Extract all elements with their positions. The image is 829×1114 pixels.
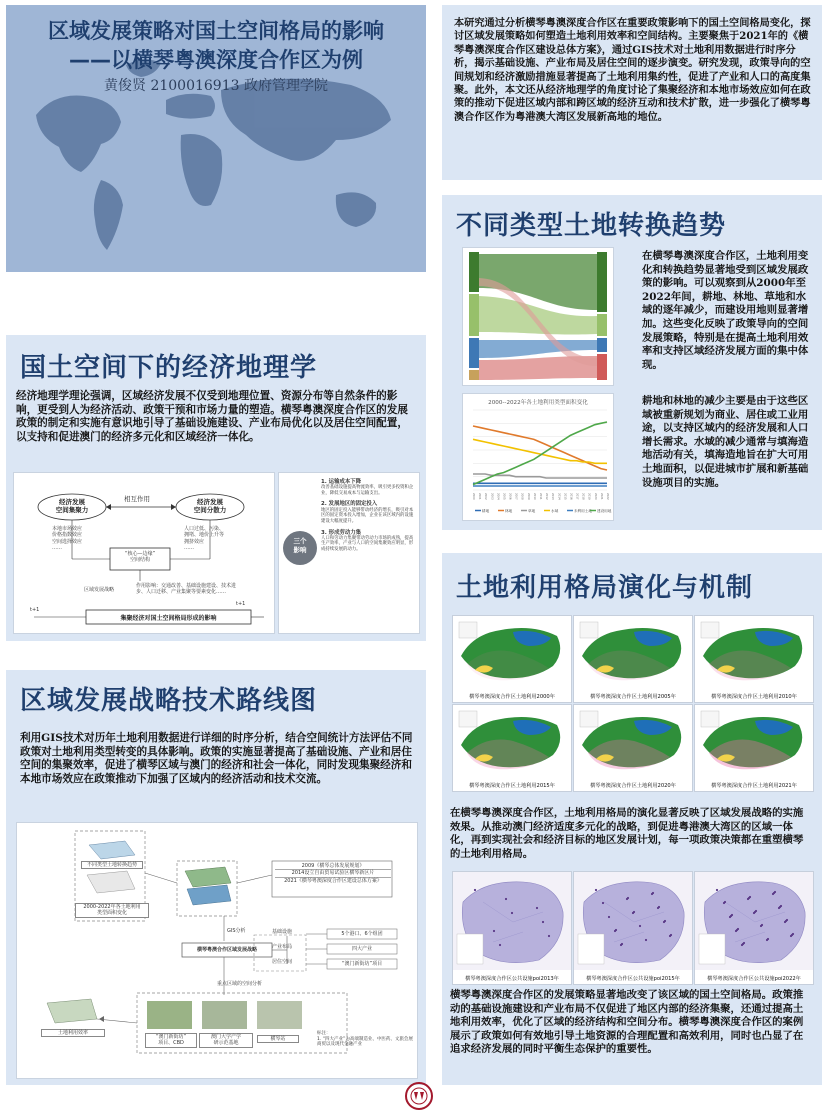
land-use-map-svg <box>574 616 692 688</box>
x-tick-label: 2008 <box>520 493 524 500</box>
legend-label: 草地 <box>528 509 536 513</box>
hengqin-station-label: 横琴站 <box>257 1035 299 1043</box>
land-use-map <box>573 615 693 703</box>
university-seal-icon <box>405 1082 433 1110</box>
route-heading: 区域发展战略技术路线图 <box>20 686 318 716</box>
trend-heading: 不同类型土地转换趋势 <box>456 211 727 241</box>
land-use-map-svg <box>574 705 692 777</box>
x-tick-label: 2011 <box>539 493 542 500</box>
poi-map <box>694 871 814 985</box>
map-caption: 横琴粤澳深度合作区公共设施poi2015年 <box>586 976 680 982</box>
influence-title: 2. 发展地区的固定投入 <box>321 501 378 508</box>
policy-list <box>275 863 391 884</box>
list-item: 产业布局 <box>271 944 292 950</box>
list-item: “澳门新街坊”项目 <box>341 961 383 967</box>
x-tick-label: 2007 <box>514 493 518 500</box>
mutual-label: 相互作用 <box>124 495 150 503</box>
poi-map <box>452 871 572 985</box>
list-item: 拥堵、地价上升等 <box>184 532 225 539</box>
list-item: 价格指数效应 <box>52 532 83 539</box>
series-line-3 <box>473 439 607 463</box>
land-trend-panel <box>442 195 822 530</box>
hub-label: 横琴粤澳合作区域发展战略 <box>196 947 257 953</box>
poi-map <box>573 871 693 985</box>
chart-title: 2000--2022年各土地利用类型面积变化 <box>488 400 588 406</box>
legend-label: 水域 <box>551 509 559 513</box>
list-item: 2014设立自由贸易试验区横琴新区片 <box>275 870 391 877</box>
x-tick-label: 2015 <box>563 493 567 500</box>
agglomeration-box-label: 集聚经济对国土空间格局形成的影响 <box>120 615 217 622</box>
tech-route-flowchart <box>16 822 418 1079</box>
list-item: 5个港口、6个组团 <box>341 931 383 937</box>
list-item: 本地市场效应 <box>52 526 83 532</box>
agglomeration-diagram <box>13 472 275 634</box>
map-caption: 横琴粤澳深度合作区土地利用2010年 <box>711 694 797 700</box>
sankey-svg <box>463 248 613 385</box>
list-item: 拥挤效应 <box>184 538 205 545</box>
map-caption: 横琴粤澳深度合作区土地利用2015年 <box>469 783 555 789</box>
efficiency-label: 土地利用效率 <box>41 1029 105 1037</box>
pattern-heading: 土地利用格局演化与机制 <box>456 573 754 603</box>
strategy-label: 区域发展战略 <box>84 587 115 593</box>
x-tick-label: 2022 <box>606 493 609 500</box>
right-node-label: 经济发展 空间分散力 <box>193 498 227 514</box>
influence-text: 人口和劳动力集聚带动劳动力市场的成熟，提高生产效率，产业与人口的空间集聚效应明显，形成持续发展的动力。 <box>321 535 414 553</box>
influence-text: 改善基础设施提高物流效率，吸引更多投资和企业，降低交易成本与运输支出。 <box>321 485 414 496</box>
poi-map-svg <box>695 872 813 970</box>
x-tick-label: 2019 <box>587 493 591 500</box>
influence-center-label: 三个 影响 <box>293 537 307 554</box>
list-item: …… <box>52 544 62 551</box>
land-use-map-svg <box>453 616 571 688</box>
x-tick-label: 2010 <box>532 493 536 500</box>
map-caption: 横琴粤澳深度合作区公共设施poi2022年 <box>707 976 801 982</box>
header-panel <box>6 5 426 272</box>
gis-label: GIS分析 <box>227 928 246 934</box>
x-tick-label: 2021 <box>599 493 603 500</box>
t-left-label: t+1 <box>30 607 40 613</box>
right-effect-list <box>184 526 254 551</box>
land-use-map <box>694 704 814 792</box>
x-tick-label: 2017 <box>575 493 579 500</box>
x-tick-label: 2016 <box>569 493 573 500</box>
map-caption: 横琴粤澳深度合作区土地利用2005年 <box>590 694 676 700</box>
list-item: 基础设施 <box>271 929 292 935</box>
list-item: 空间选择效应 <box>52 538 83 545</box>
x-tick-label: 2009 <box>526 493 530 500</box>
abstract-panel <box>442 5 822 180</box>
list-item: 人口过低、污染、 <box>184 526 225 532</box>
area-line-chart <box>462 393 614 521</box>
three-influences-figure <box>278 472 420 634</box>
influence-list <box>321 479 415 553</box>
influence-item <box>321 530 415 553</box>
list-item: 2021《横琴粤澳深度合作区建设总体方案》 <box>284 877 382 884</box>
um-base-label: 澳门大学产学 研示范基地 <box>199 1033 253 1048</box>
x-tick-label: 2002 <box>484 493 488 500</box>
outcome-list <box>327 931 397 976</box>
x-tick-label: 2004 <box>496 493 500 500</box>
influence-title: 1. 运输成本下降 <box>321 479 362 485</box>
seal-svg <box>405 1082 433 1110</box>
poster-author: 黄俊贤 2100016913 政府管理学院 <box>104 78 328 94</box>
influence-text: 地区的固定投入能够带动经济的增长，吸引对本区的固定资本投入增加，企业在该区域内的设施建设大幅度提升。 <box>321 507 414 524</box>
abstract-text: 本研究通过分析横琴粤澳深度合作区在重要政策影响下的国土空间格局变化，探讨区域发展策略如何塑造土地利用效率和空间结构。主要聚焦于2021年的《横琴粤澳深度合作区建设总体方案》，通过GIS技术对土地利用数据进行时序分析，揭示基础设施、产业布局及居住空间的逐步演变。研究发现，政策导向的空间规划和经济激励措施显著提高了土地利用集约性，促进了产业和人口的高度集聚。此外，本文还从经济地理学的角度讨论了集聚经济和本地市场效应如何在政策的推动下促进区域内部和跨区域的经济互动和技术扩散，进一步强化了横琴粤澳合作区作为粤港澳大湾区发展新高地的地位。 <box>454 17 811 123</box>
sankey-figure <box>462 247 614 386</box>
land-use-map <box>573 704 693 792</box>
left-bottom-label: 2000-2022年各土地利用 类型面积变化 <box>75 903 149 918</box>
econ-text: 经济地理学理论强调，区域经济发展不仅受到地理位置、资源分布等自然条件的影响，更受到人为经济活动、政策干预和市场力量的塑造。横琴粤澳深度合作区的发展政策的制定和实施有意识地引导了基础设施建设、产业布局优化以及居住空间配置，以支持和促进澳门的经济多元化和区域经济一体化。 <box>16 390 408 443</box>
poster-title: 区域发展策略对国土空间格局的影响 <box>48 19 384 43</box>
econ-heading: 国土空间下的经济地理学 <box>20 353 318 383</box>
core-periphery-label: “核心—边缘” 空间结构 <box>124 551 156 564</box>
list-item: 四大产业 <box>351 946 372 952</box>
x-tick-label: 2020 <box>593 493 597 500</box>
land-pattern-panel <box>442 553 822 1085</box>
x-tick-label: 2005 <box>502 493 506 500</box>
legend-label: 林地 <box>505 509 513 513</box>
trend-text-1: 在横琴粤澳深度合作区，土地利用变化和转换趋势显著地受到区域发展政策的影响。可以观察到从2000年至2022年间，耕地、林地、草地和水域的逐年减少，而建设用地则显著增加。这些变化反映了政策导向的空间发展策略，特别是在提高土地利用效率和支持区域经济发展方面的集中体现。 <box>642 250 809 371</box>
land-use-map-svg <box>695 705 813 777</box>
influence-title: 3. 形成劳动力集 <box>321 529 362 536</box>
poi-map-svg <box>574 872 692 970</box>
map-caption: 横琴粤澳深度合作区土地利用2020年 <box>590 783 676 789</box>
poi-map-svg <box>453 872 571 970</box>
t-right-label: t+1 <box>236 601 246 607</box>
x-tick-label: 2014 <box>557 493 561 500</box>
line-chart-svg <box>463 394 613 520</box>
trend-text-2: 耕地和林地的减少主要是由于这些区域被重新规划为商业、居住或工业用途，以支持区域内的经济发展和人口增长需求。水域的减少通常与填海造地活动有关，填海造地旨在扩大可用土地面积，以促进城市扩展和新基础设施项目的实施。 <box>642 395 809 489</box>
poster-subtitle: ——以横琴粤澳深度合作区为例 <box>69 48 363 72</box>
list-item: 2009《横琴总体发展规划》 <box>275 863 391 870</box>
map-caption: 横琴粤澳深度合作区公共设施poi2013年 <box>465 976 559 982</box>
x-tick-label: 2003 <box>490 493 494 500</box>
tech-route-panel <box>6 670 426 1085</box>
spatial-analysis-label: 重点区域的空间分析 <box>217 981 263 987</box>
legend-label: 建设用地 <box>597 509 612 513</box>
route-text: 利用GIS技术对历年土地利用数据进行详细的时序分析，结合空间统计方法评估不同政策对土地利用类型转变的具体影响。政策的实施显著提高了基础设施、产业和居住空间的集聚效率，促进了横琴区域与澳门的经济和社会一体化，同时发现集聚经济和本地市场效应在政策推动下加强了区域内的经济活动和技术交流。 <box>20 732 413 785</box>
influence-item <box>321 501 415 524</box>
land-use-map-svg <box>695 616 813 688</box>
legend-label: 未利用土地 <box>574 509 592 513</box>
map-caption: 横琴粤澳深度合作区土地利用2000年 <box>469 694 555 700</box>
x-tick-label: 2012 <box>545 493 549 500</box>
effects-label: 作用影响：交通改善、基础设施建设、技术进步、人口迁移、产业集聚等要素变化…… <box>136 583 237 596</box>
left-top-label: 不同类型土地转换趋势 <box>81 861 143 869</box>
x-tick-label: 2013 <box>551 493 555 500</box>
left-node-label: 经济发展 空间集聚力 <box>55 498 89 514</box>
left-effect-list <box>52 526 112 551</box>
land-use-map <box>694 615 814 703</box>
macau-neighborhood-label: “澳门新街坊” 项目、CBD <box>145 1033 197 1048</box>
pattern-text-1: 在横琴粤澳深度合作区，土地利用格局的演化显著反映了区域发展战略的实施效果。从推动澳门经济适度多元化的战略，到促进粤港澳大湾区的区域一体化，再到实现社会和经济目标的地区发展计划，每一项政策决策都在重塑横琴的土地利用格局。 <box>450 807 804 860</box>
x-tick-label: 2006 <box>508 493 512 500</box>
land-use-map-svg <box>453 705 571 777</box>
legend-label: 耕地 <box>482 509 490 513</box>
list-item: …… <box>184 544 194 551</box>
land-use-map <box>452 615 572 703</box>
x-tick-label: 2001 <box>478 493 482 500</box>
pattern-text-2: 横琴粤澳深度合作区的发展策略显著地改变了该区域的国土空间格局。政策推动的基础设施建设和产业布局不仅促进了地区内部的经济集聚，还通过提高土地利用效率，优化了区域的经济结构和空间分布。横琴粤澳深度合作区的案例展示了政策如何有效地引导土地资源的合理配置和高效利用，同时也凸显了在追求经济发展的同时平衡生态保护的重要性。 <box>450 989 804 1056</box>
flowchart-note: 标注： 1. “四大产业”为高端制造业、中医药、文旅会展商贸以及现代金融产业 <box>317 1031 413 1048</box>
land-use-map <box>452 704 572 792</box>
x-tick-label: 2000 <box>472 493 475 500</box>
list-item: 居住空间 <box>271 959 292 965</box>
influence-item <box>321 479 415 496</box>
map-caption: 横琴粤澳深度合作区土地利用2021年 <box>711 783 797 789</box>
x-tick-label: 2018 <box>581 493 585 500</box>
econ-geography-panel <box>6 335 426 641</box>
branch-list <box>257 929 307 974</box>
